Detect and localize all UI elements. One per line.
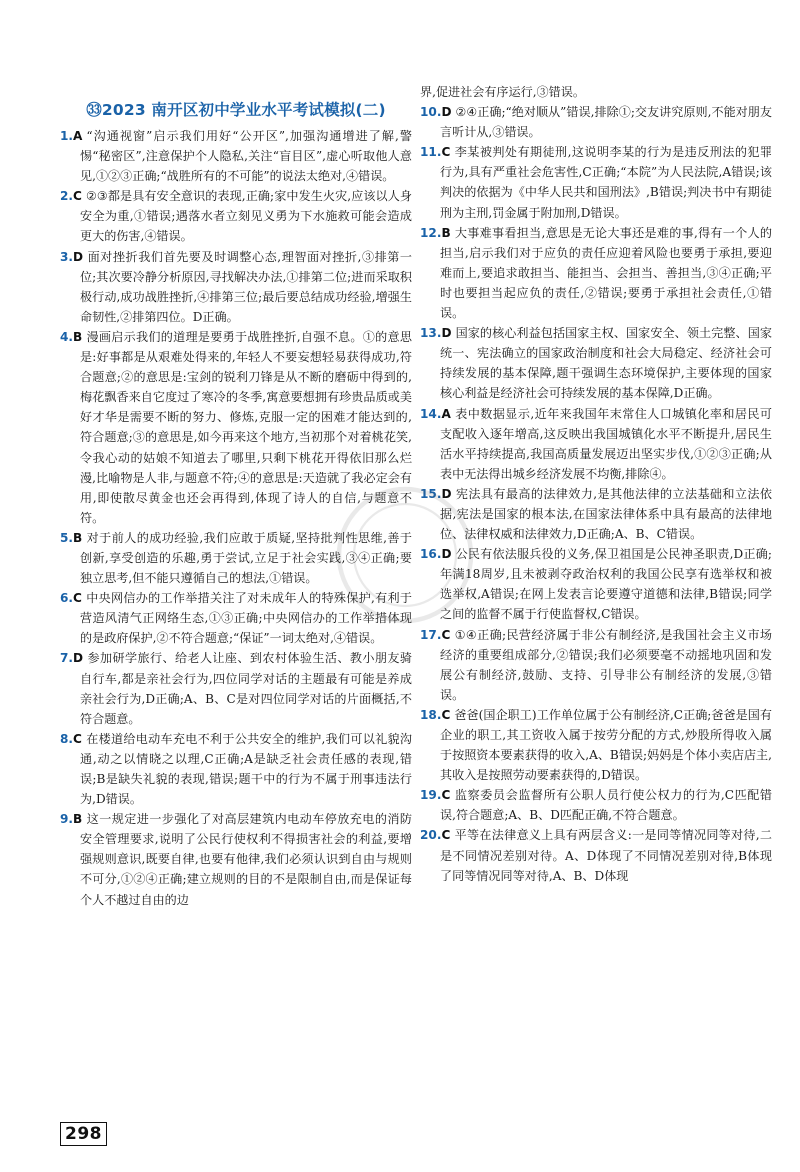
answer-item [420,142,772,222]
continuation-text: 界,促进社会有序运行,③错误。 [420,85,585,99]
question-number: 13. [420,326,442,341]
question-number: 4. [60,329,74,344]
question-number: 18. [420,707,442,722]
answer-item [60,247,412,327]
explanation-text: 参加研学旅行、给老人让座、到农村体验生活、教小朋友骑自行车,都是亲社会行为,四位同学对话的主题最有可能是养成亲社会行为,D正确;A、B、C是对四位同学对话的片面概括,不符合题意。 [80,651,412,726]
question-number: 5. [60,530,74,545]
answer-letter: C [73,591,82,606]
answer-letter: D [441,326,452,341]
explanation-text: 中央网信办的工作举措关注了对未成年人的特殊保护,有利于营造风清气正网络生态,①③正确;中央网信办的工作举措体现的是政府保护,②不符合题意;“保证”一词太绝对,④错误。 [80,591,412,646]
answer-item [420,102,772,142]
answer-letter: B [73,812,83,827]
answer-item [420,785,772,825]
explanation-text: 这一规定进一步强化了对高层建筑内电动车停放充电的消防安全管理要求,说明了公民行使权利不得损害社会的利益,要增强规则意识,既要自律,也要有他律,我们必须认识到自由与规则不可分,①②④正确;建立规则的目的不是限制自由,而是保证每个人不越过自由的边 [80,812,412,907]
answer-item [420,223,772,323]
explanation-text: “沟通视窗”启示我们用好“公开区”,加强沟通增进了解,警惕“秘密区”,注意保护个人隐私,关注“盲目区”,虚心听取他人意见,①②③正确;“战胜所有的不可能”的说法太绝对,④错误。 [80,129,412,184]
explanation-text: 爸爸(国企职工)工作单位属于公有制经济,C正确;爸爸是国有企业的职工,其工资收入属于按劳分配的方式,炒股所得收入属于按照资本要素获得的收入,A、B错误;妈妈是个体小卖店店主,其收入是按照劳动要素获得的,D错误。 [440,707,772,783]
explanation-text: 面对挫折我们首先要及时调整心态,理智面对挫折,③排第一位;其次要冷静分析原因,寻找解决办法,①排第二位;进而采取积极行动,成功战胜挫折,④排第三位;最后要总结成功经验,增强生命韧性,②排第四位。D正确。 [80,249,412,324]
explanation-text: ②④正确;“绝对顺从”错误,排除①;交友讲究原则,不能对朋友言听计从,③错误。 [440,105,772,140]
question-number: 17. [420,627,442,642]
section-title: ㉝2023 南开区初中学业水平考试模拟(二) [86,101,386,119]
answer-item [60,648,412,728]
answer-item [420,705,772,785]
question-number: 12. [420,225,442,240]
question-number: 14. [420,406,442,421]
explanation-text: 宪法具有最高的法律效力,是其他法律的立法基础和立法依据,宪法是国家的根本法,在国家法律体系中具有最高的法律地位、法律权威和法律效力,D正确;A、B、C错误。 [440,486,772,542]
explanation-text: 对于前人的成功经验,我们应敢于质疑,坚持批判性思维,善于创新,享受创造的乐趣,勇于尝试,立足于社会实践,③④正确;要独立思考,但不能只遵循自己的想法,①错误。 [80,530,412,586]
question-number: 11. [420,145,442,160]
explanation-text: 表中数据显示,近年来我国年末常住人口城镇化率和居民可支配收入逐年增高,这反映出我国城镇化水平不断提升,居民生活水平持续提高,我国高质量发展迈出坚实步伐,①②③正确;从表中无法得出城乡经济发展不均衡,排除④。 [440,406,772,481]
answer-letter: C [441,627,451,642]
answer-letter: C [441,788,451,803]
question-number: 9. [60,812,74,827]
answer-letter: A [73,129,83,143]
answer-item [420,625,772,705]
answer-item [60,126,412,186]
answer-item [420,404,772,484]
question-number: 7. [60,651,74,666]
answer-letter: C [441,145,451,160]
explanation-text: 公民有依法服兵役的义务,保卫祖国是公民神圣职责,D正确;年满18周岁,且未被剥夺政治权利的我国公民享有选举权和被选举权,A错误;在网上发表言论要遵守道德和法律,B错误;同学之间的监督不属于行使监督权,C错误。 [440,547,772,622]
answer-letter: C [73,189,82,204]
question-number: 6. [60,591,74,606]
answer-item [420,825,772,885]
answer-letter: B [73,530,83,545]
question-number: 16. [420,547,442,562]
question-number: 10. [420,105,442,120]
question-number: 19. [420,788,442,803]
answer-letter: D [73,651,84,666]
answer-item [420,323,772,403]
answer-letter: C [441,828,451,843]
answer-letter: C [441,707,451,722]
answer-item [60,186,412,246]
explanation-text: 监察委员会监督所有公职人员行使公权力的行为,C匹配错误,符合题意;A、B、D匹配正确,不符合题意。 [440,788,772,823]
question-number: 15. [420,486,442,501]
answer-letter: D [441,547,452,562]
answer-letter: D [441,105,452,120]
answer-letter: C [73,731,82,746]
answer-letter: B [73,329,83,344]
explanation-text: 大事难事看担当,意思是无论大事还是难的事,得有一个人的担当,启示我们对于应负的责任应迎着风险也要勇于承担,要迎难而上,要追求敢担当、能担当、会担当、善担当,③④正确;平时也要担当起应负的责任,②错误;要勇于承担社会责任,①错误。 [440,225,772,321]
explanation-text: ②③都是具有安全意识的表现,正确;家中发生火灾,应该以人身安全为重,①错误;遇落水者立刻见义勇为下水施救可能会造成更大的伤害,④错误。 [80,189,412,244]
page-number: 298 [60,1122,107,1146]
question-number: 8. [60,731,74,746]
explanation-text: ①④正确;民营经济属于非公有制经济,是我国社会主义市场经济的重要组成部分,②错误;我们必须要毫不动摇地巩固和发展公有制经济,鼓励、支持、引导非公有制经济的发展,③错误。 [440,627,772,702]
question-number: 1. [60,129,74,143]
question-number: 20. [420,828,442,843]
question-number: 2. [60,189,74,204]
explanation-text: 李某被判处有期徒刑,这说明李某的行为是违反刑法的犯罪行为,具有严重社会危害性,C正确;“本院”为人民法院,A错误;该判决的依据为《中华人民共和国刑法》,B错误;判决书中有期徒刑为主刑,罚金属于附加刑,D错误。 [440,145,772,220]
explanation-text: 平等在法律意义上具有两层含义:一是同等情况同等对待,二是不同情况差别对待。A、D体现了不同情况差别对待,B体现了同等情况同等对待,A、B、D体现 [440,828,772,883]
answer-item [60,809,412,909]
explanation-text: 国家的核心利益包括国家主权、国家安全、领土完整、国家统一、宪法确立的国家政治制度和社会大局稳定、经济社会可持续发展的基本保障,题干强调生态环境保护,主要体现的国家核心利益是经济社会可持续发展的基本保障,D正确。 [440,326,772,401]
question-number: 3. [60,249,74,264]
answer-letter: A [441,406,451,421]
answer-letter: D [441,486,452,501]
answer-letter: B [441,225,451,240]
watermark-seal-icon [330,480,480,630]
explanation-text: 在楼道给电动车充电不利于公共安全的维护,我们可以礼貌沟通,动之以情晓之以理,C正确;A是缺乏社会责任感的表现,错误;B是缺失礼貌的表现,错误;题干中的行为不属于刑事违法行为,D错误。 [80,731,412,807]
answer-item [60,729,412,809]
explanation-text: 漫画启示我们的道理是要勇于战胜挫折,自强不息。①的意思是:好事都是从艰难处得来的,年轻人不要妄想轻易获得成功,符合题意;②的意思是:宝剑的锐利刀锋是从不断的磨砺中得到的,梅花飘香来自它度过了寒冷的冬季,寓意要想拥有珍贵品质或美好才华是需要不断的努力、修炼,克服一定的困难才能达到的,符合题意;③的意思是,如今再来这个地方,当初那个对着桃花笑,令我心动的姑娘不知道去了哪里,只剩下桃花开得依旧那么烂漫,比喻物是人非,与题意不符;④的意思是:天造就了我必定会有用,即使散尽黄金也还会再得到,体现了诗人的自信,与题意不符。 [80,329,412,525]
answer-letter: D [73,249,84,264]
